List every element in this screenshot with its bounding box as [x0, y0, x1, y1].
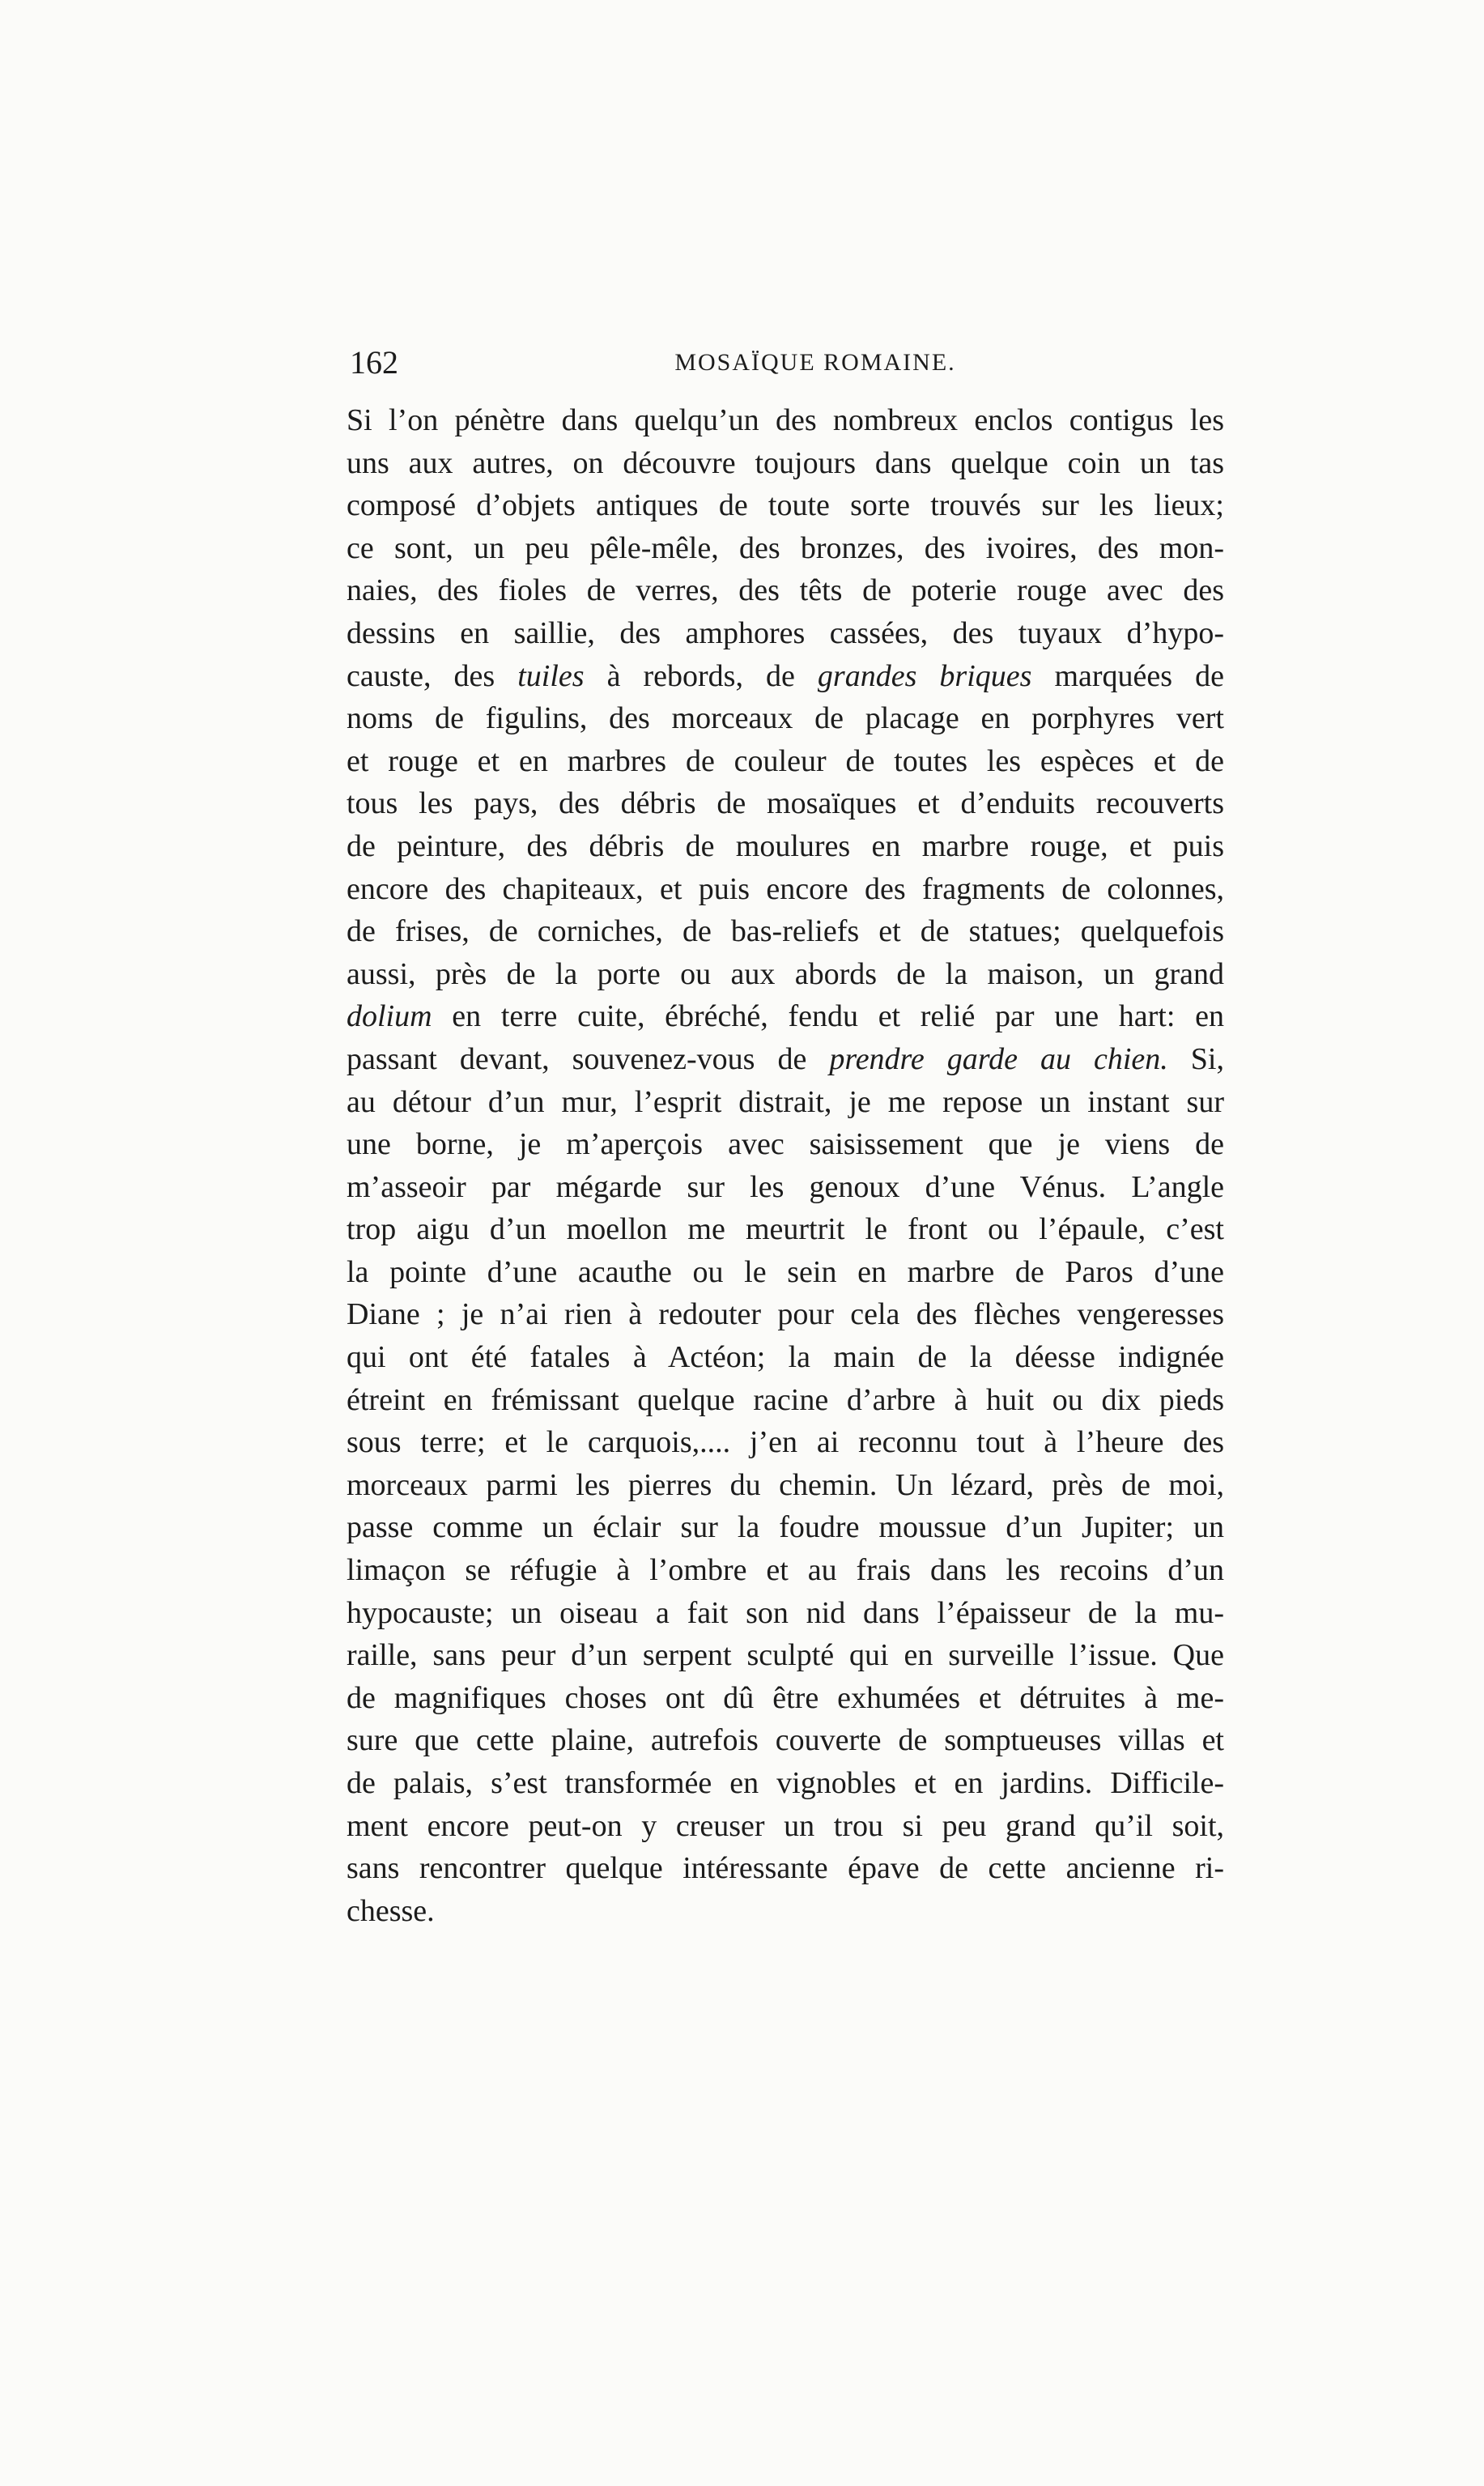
text-line	[347, 1421, 1224, 1464]
text-segment: hypocauste; un oiseau a fait son nid dans l’épaisseur de la mu-	[347, 1595, 1224, 1630]
text-line	[347, 1038, 1224, 1081]
text-line	[347, 1762, 1224, 1805]
text-segment: sous terre; et le carquois,.... j’en ai reconnu tout à l’heure des	[347, 1425, 1224, 1460]
text-line	[347, 1506, 1224, 1549]
text-segment: la pointe d’une acauthe ou le sein en marbre de Paros d’une	[347, 1254, 1224, 1289]
text-segment: Diane ; je n’ai rien à redouter pour cela des flèches vengeresses	[347, 1297, 1224, 1332]
text-line	[347, 612, 1224, 655]
text-line	[347, 1081, 1224, 1124]
text-line	[347, 399, 1224, 442]
text-line	[347, 697, 1224, 740]
text-line	[347, 1464, 1224, 1507]
text-segment: raille, sans peur d’un serpent sculpté qui en surveille l’issue. Que	[347, 1638, 1224, 1673]
text-line	[347, 527, 1224, 570]
text-line	[347, 953, 1224, 996]
text-segment: Si l’on pénètre dans quelqu’un des nombreux enclos contigus les	[347, 403, 1224, 437]
page-header	[350, 338, 1232, 387]
text-line	[347, 1251, 1224, 1294]
text-line	[347, 655, 1224, 698]
text-line	[347, 1805, 1224, 1848]
text-segment: noms de figulins, des morceaux de placage en porphyres vert	[347, 701, 1224, 736]
text-line	[347, 484, 1224, 527]
text-segment: ce sont, un peu pêle-mêle, des bronzes, des ivoires, des mon-	[347, 530, 1224, 565]
text-segment: de peinture, des débris de moulures en marbre rouge, et puis	[347, 828, 1224, 863]
text-segment: causte, des	[347, 658, 518, 693]
text-line	[347, 782, 1224, 825]
text-line	[347, 569, 1224, 612]
text-segment: de frises, de corniches, de bas-reliefs et de statues; quelquefois	[347, 914, 1224, 949]
text-line	[347, 1634, 1224, 1677]
text-line	[347, 1166, 1224, 1209]
text-line	[347, 910, 1224, 953]
text-line	[347, 1336, 1224, 1379]
text-line	[347, 1293, 1224, 1336]
text-segment: et rouge et en marbres de couleur de toutes les espèces et de	[347, 743, 1224, 778]
text-line	[347, 1592, 1224, 1635]
text-line	[347, 740, 1224, 783]
text-line	[347, 995, 1224, 1038]
italic-segment: prendre garde au chien.	[829, 1041, 1168, 1076]
italic-segment: tuiles	[517, 658, 585, 693]
text-segment: passant devant, souvenez-vous de	[347, 1041, 830, 1076]
text-segment: morceaux parmi les pierres du chemin. Un lézard, près de moi,	[347, 1467, 1224, 1502]
text-segment: étreint en frémissant quelque racine d’arbre à huit ou dix pieds	[347, 1382, 1224, 1417]
text-segment: Si,	[1167, 1041, 1224, 1076]
text-segment: chesse.	[347, 1893, 435, 1928]
text-segment: de magnifiques choses ont dû être exhumées et détruites à me-	[347, 1680, 1224, 1715]
page-number: 162	[350, 344, 398, 381]
text-segment: dessins en saillie, des amphores cassées, des tuyaux d’hypo-	[347, 615, 1224, 650]
text-segment: composé d’objets antiques de toute sorte trouvés sur les lieux;	[347, 488, 1224, 523]
text-segment: naies, des fioles de verres, des têts de poterie rouge avec des	[347, 573, 1224, 608]
text-line	[347, 1549, 1224, 1592]
text-segment: à rebords, de	[584, 658, 818, 693]
text-segment: sure que cette plaine, autrefois couverte de somptueuses villas et	[347, 1723, 1224, 1758]
text-segment: sans rencontrer quelque intéressante épave de cette ancienne ri-	[347, 1851, 1224, 1886]
body-text	[347, 399, 1224, 1932]
text-segment: de palais, s’est transformée en vignobles et en jardins. Difficile-	[347, 1766, 1224, 1800]
text-line	[347, 1208, 1224, 1251]
text-line	[347, 1719, 1224, 1762]
text-segment: au détour d’un mur, l’esprit distrait, je me repose un instant sur	[347, 1084, 1224, 1119]
text-line	[347, 1379, 1224, 1422]
text-segment: encore des chapiteaux, et puis encore des fragments de colonnes,	[347, 871, 1224, 906]
italic-segment: grandes briques	[817, 658, 1032, 693]
text-segment: une borne, je m’aperçois avec saisissement que je viens de	[347, 1127, 1224, 1162]
text-segment: limaçon se réfugie à l’ombre et au frais dans les recoins d’un	[347, 1553, 1224, 1588]
text-segment: qui ont été fatales à Actéon; la main de la déesse indignée	[347, 1340, 1224, 1375]
text-line	[347, 1677, 1224, 1720]
text-line	[347, 868, 1224, 911]
running-head: MOSAÏQUE ROMAINE.	[674, 349, 956, 376]
text-segment: en terre cuite, ébréché, fendu et relié par une hart: en	[432, 999, 1224, 1034]
italic-segment: dolium	[347, 999, 432, 1034]
text-segment: m’asseoir par mégarde sur les genoux d’une Vénus. L’angle	[347, 1169, 1224, 1204]
text-segment: trop aigu d’un moellon me meurtrit le front ou l’épaule, c’est	[347, 1212, 1224, 1247]
text-line	[347, 1123, 1224, 1166]
text-line	[347, 1890, 1224, 1933]
text-line	[347, 442, 1224, 485]
text-line	[347, 1847, 1224, 1890]
text-segment: uns aux autres, on découvre toujours dans quelque coin un tas	[347, 445, 1224, 480]
text-segment: passe comme un éclair sur la foudre moussue d’un Jupiter; un	[347, 1510, 1224, 1545]
text-line	[347, 825, 1224, 868]
text-segment: ment encore peut-on y creuser un trou si peu grand qu’il soit,	[347, 1808, 1224, 1843]
text-segment: marquées de	[1031, 658, 1224, 693]
text-segment: aussi, près de la porte ou aux abords de la maison, un grand	[347, 956, 1224, 991]
text-segment: tous les pays, des débris de mosaïques et d’enduits recouverts	[347, 786, 1224, 821]
